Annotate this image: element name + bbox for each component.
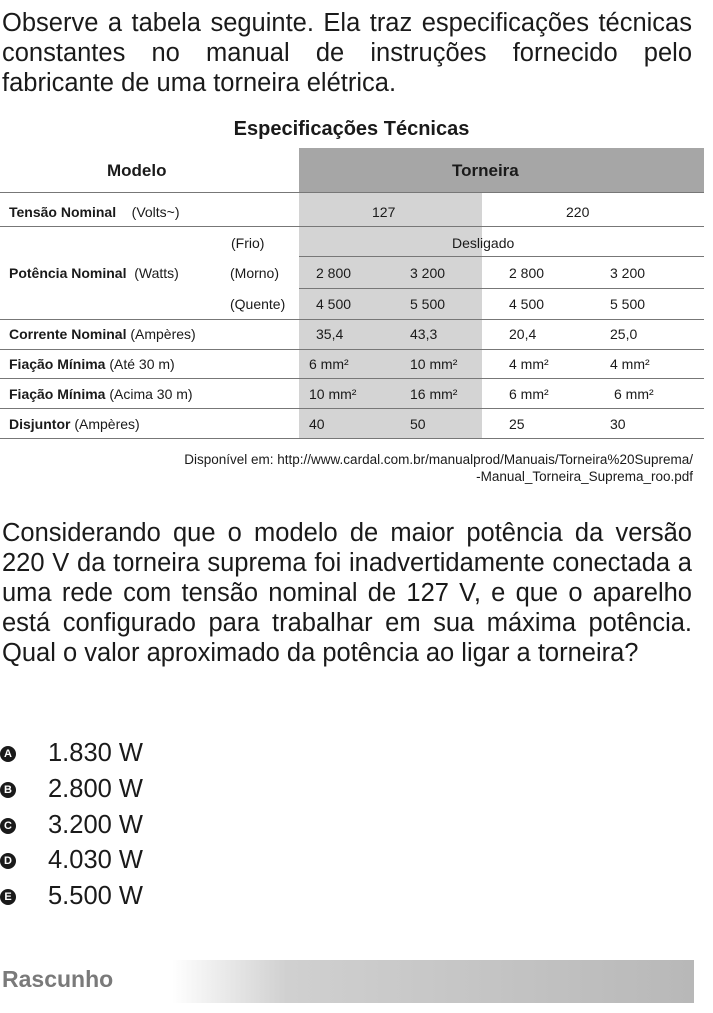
- corrente-value: 20,4: [509, 326, 537, 342]
- divider: [0, 438, 704, 439]
- option-b[interactable]: [0, 774, 300, 804]
- row-label-disjuntor: Disjuntor (Ampères): [9, 416, 140, 432]
- potencia-quente-label: (Quente): [230, 296, 286, 312]
- source-citation: Disponível em: http://www.cardal.com.br/manualprod/Manuais/Torneira%20Suprema/ -Manual_Torneira_Suprema_roo.pdf: [184, 452, 693, 484]
- divider: [0, 319, 704, 320]
- divider: [299, 256, 704, 257]
- tensao-127: 127: [372, 204, 396, 220]
- divider: [0, 192, 704, 193]
- option-letter-icon: E: [0, 889, 16, 905]
- potencia-morno-value: 2 800: [316, 265, 352, 281]
- row-label-potencia: Potência Nominal (Watts): [9, 265, 179, 281]
- fiacao-acima-value: 10 mm²: [309, 386, 357, 402]
- divider: [299, 288, 704, 289]
- option-text: 1.830 W: [48, 739, 143, 767]
- fiacao-acima-value: 6 mm²: [509, 386, 549, 402]
- option-letter-icon: A: [0, 746, 16, 762]
- potencia-quente-value: 5 500: [410, 296, 446, 312]
- header-model: Modelo: [107, 161, 167, 180]
- corrente-value: 43,3: [410, 326, 438, 342]
- potencia-quente-value: 4 500: [316, 296, 352, 312]
- divider: [0, 378, 704, 379]
- option-e[interactable]: [0, 881, 300, 911]
- potencia-quente-value: 4 500: [509, 296, 545, 312]
- potencia-morno-value: 2 800: [509, 265, 545, 281]
- question-text: Considerando que o modelo de maior potência da versão 220 V da torneira suprema foi inadvertidamente conectada a uma rede com tensão nominal de 127 V, e que o aparelho está configurado para trabalhar em sua máxima potência. Qual o valor aproximado da potência ao ligar a torneira?: [2, 519, 692, 667]
- option-letter-icon: B: [0, 782, 16, 798]
- row-label-fiacao-acima: Fiação Mínima (Acima 30 m): [9, 386, 193, 402]
- potencia-desligado: Desligado: [452, 235, 515, 251]
- option-letter-icon: D: [0, 853, 16, 869]
- option-text: 5.500 W: [48, 882, 143, 910]
- intro-text: Observe a tabela seguinte. Ela traz especificações técnicas constantes no manual de instruções fornecido pelo fabricante de uma torneira elétrica.: [2, 9, 692, 97]
- corrente-value: 25,0: [610, 326, 638, 342]
- potencia-morno-value: 3 200: [610, 265, 646, 281]
- potencia-quente-value: 5 500: [610, 296, 646, 312]
- option-a[interactable]: [0, 738, 300, 768]
- fiacao-ate-value: 4 mm²: [610, 356, 650, 372]
- option-c[interactable]: [0, 810, 300, 840]
- row-label-corrente: Corrente Nominal (Ampères): [9, 326, 196, 342]
- fiacao-ate-value: 6 mm²: [309, 356, 349, 372]
- draft-label: Rascunho: [2, 966, 114, 992]
- disjuntor-value: 40: [309, 416, 325, 432]
- table-title: Especificações Técnicas: [233, 118, 470, 140]
- option-text: 3.200 W: [48, 811, 143, 839]
- option-text: 2.800 W: [48, 775, 143, 803]
- option-letter-icon: C: [0, 818, 16, 834]
- divider: [0, 408, 704, 409]
- potencia-morno-label: (Morno): [230, 265, 280, 281]
- option-d[interactable]: [0, 845, 300, 875]
- fiacao-acima-value: 16 mm²: [410, 386, 458, 402]
- divider: [0, 349, 704, 350]
- disjuntor-value: 30: [610, 416, 626, 432]
- header-product: Torneira: [452, 161, 519, 180]
- divider: [0, 226, 704, 227]
- disjuntor-value: 25: [509, 416, 525, 432]
- tensao-220: 220: [566, 204, 590, 220]
- row-label-tensao: Tensão Nominal (Volts~): [9, 204, 180, 220]
- potencia-morno-value: 3 200: [410, 265, 446, 281]
- potencia-frio-label: (Frio): [231, 235, 265, 251]
- fiacao-acima-value: 6 mm²: [614, 386, 654, 402]
- fiacao-ate-value: 10 mm²: [410, 356, 458, 372]
- option-text: 4.030 W: [48, 846, 143, 874]
- disjuntor-value: 50: [410, 416, 426, 432]
- fiacao-ate-value: 4 mm²: [509, 356, 549, 372]
- corrente-value: 35,4: [316, 326, 344, 342]
- row-label-fiacao-ate: Fiação Mínima (Até 30 m): [9, 356, 175, 372]
- draft-area[interactable]: [172, 960, 694, 1003]
